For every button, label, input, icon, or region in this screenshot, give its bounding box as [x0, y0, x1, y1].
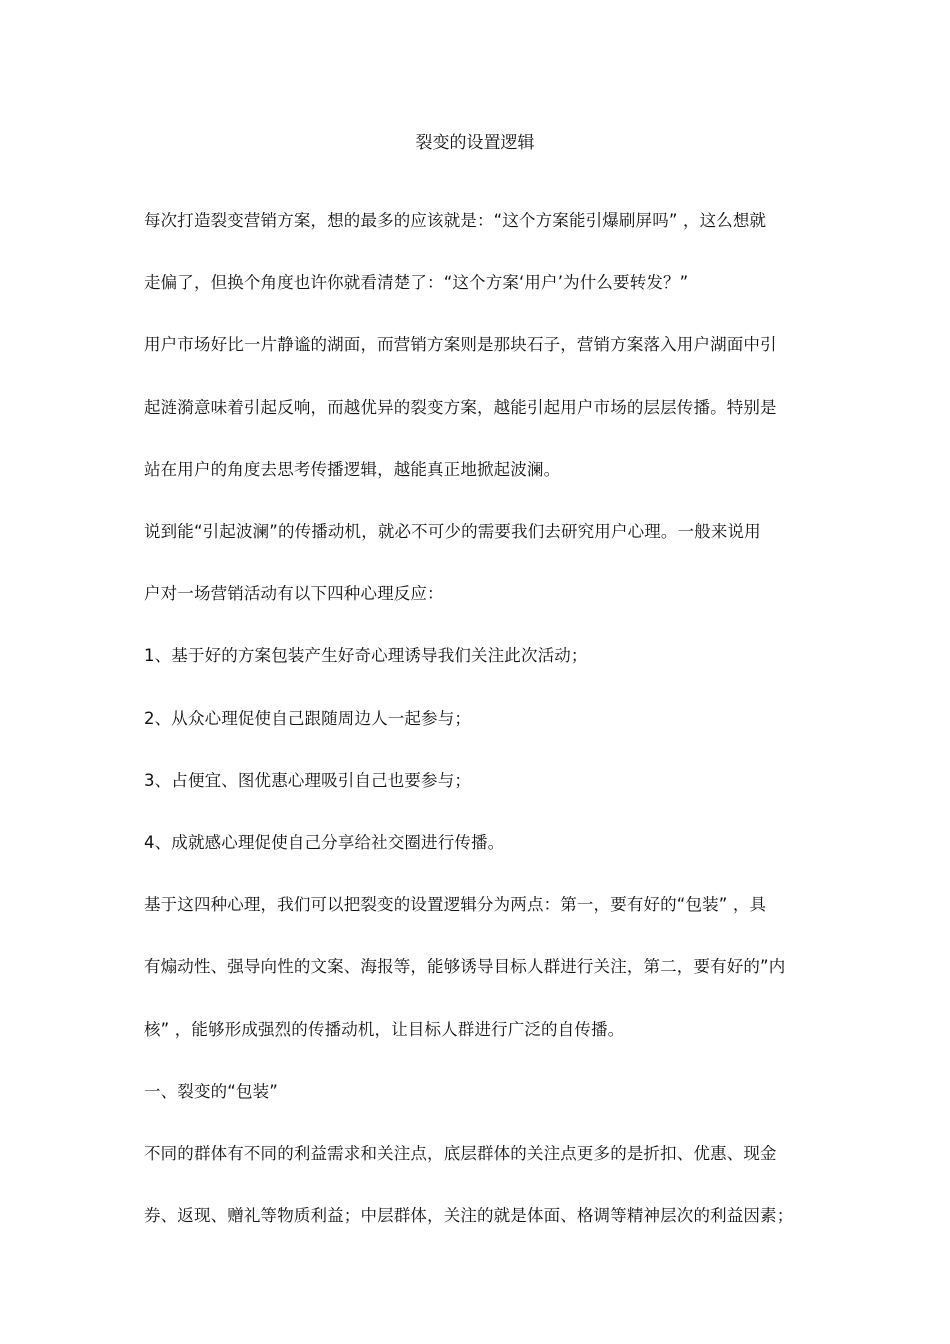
list-item-3 — [144, 750, 812, 812]
text-line: 用户市场好比一片静谧的湖面，而营销方案则是那块石子，营销方案落入用户湖面中引 — [144, 335, 777, 355]
paragraph-lake-metaphor — [144, 314, 812, 501]
text-line: 1、基于好的方案包装产生好奇心理诱导我们关注此次活动； — [144, 646, 588, 666]
text-line: 基于这四种心理，我们可以把裂变的设置逻辑分为两点：第一，要有好的“包装” ，具 — [144, 895, 767, 915]
text-line: 券、返现、赠礼等物质利益；中层群体，关注的就是体面、格调等精神层次的利益因素； — [144, 1206, 794, 1226]
text-line: 说到能“引起波澜”的传播动机，就必不可少的需要我们去研究用户心理。一般来说用 — [144, 522, 761, 542]
paragraph-two-points — [144, 874, 812, 1061]
list-item-2 — [144, 688, 812, 750]
paragraph-intro-question — [144, 190, 812, 314]
text-line: 一、裂变的“包装” — [144, 1081, 278, 1101]
text-line: 走偏了，但换个角度也许你就看清楚了：“这个方案‘用户’为什么要转发？” — [144, 273, 689, 293]
text-line: 核” ，能够形成强烈的传播动机，让目标人群进行广泛的自传播。 — [144, 1019, 625, 1039]
document-body — [144, 190, 812, 1247]
document-title: 裂变的设置逻辑 — [415, 133, 535, 153]
text-line: 3、占便宜、图优惠心理吸引自己也要参与； — [144, 770, 471, 790]
paragraph-user-psychology — [144, 501, 812, 625]
text-line: 户对一场营销活动有以下四种心理反应： — [144, 584, 444, 604]
text-line: 不同的群体有不同的利益需求和关注点，底层群体的关注点更多的是折扣、优惠、现金 — [144, 1144, 777, 1164]
text-line: 有煽动性、强导向性的文案、海报等，能够诱导目标人群进行关注，第二，要有好的”内 — [144, 957, 786, 977]
paragraph-groups — [144, 1123, 812, 1247]
text-line: 站在用户的角度去思考传播逻辑，越能真正地掀起波澜。 — [144, 459, 561, 479]
section-heading-packaging — [144, 1061, 812, 1123]
text-line: 4、成就感心理促使自己分享给社交圈进行传播。 — [144, 833, 505, 853]
list-item-4 — [144, 812, 812, 874]
text-line: 起涟漪意味着引起反响，而越优异的裂变方案，越能引起用户市场的层层传播。特别是 — [144, 397, 777, 417]
text-line: 每次打造裂变营销方案，想的最多的应该就是：“这个方案能引爆刷屏吗” ，这么想就 — [144, 211, 767, 230]
text-line: 2、从众心理促使自己跟随周边人一起参与； — [144, 708, 471, 728]
list-item-1 — [144, 625, 812, 687]
